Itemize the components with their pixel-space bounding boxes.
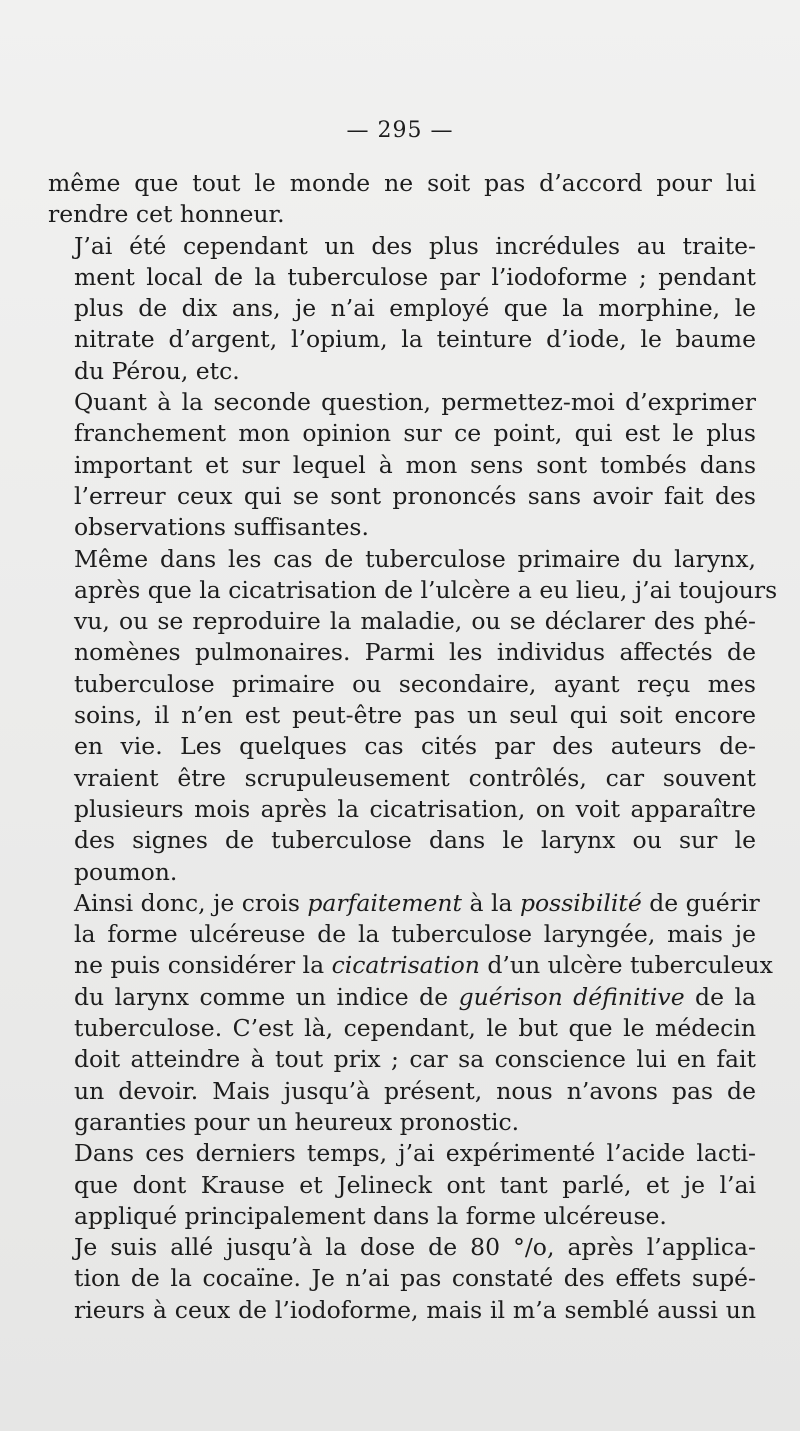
text-line: tion de la cocaïne. Je n’ai pas constaté des effets supé- [74, 1264, 756, 1293]
text-line: poumon. [74, 857, 178, 886]
text-line: l’erreur ceux qui se sont prononcés sans avoir fait des [74, 481, 756, 510]
text-line: doit atteindre à tout prix ; car sa conscience lui en fait [74, 1045, 756, 1074]
emphasis: cicatrisation [331, 951, 480, 980]
emphasis: guérison définitive [458, 982, 685, 1011]
text-line: Je suis allé jusqu’à la dose de 80 °/o, après l’applica- [74, 1233, 756, 1262]
text-line: Dans ces derniers temps, j’ai expérimenté l’acide lacti- [74, 1139, 756, 1168]
text-line: la forme ulcéreuse de la tuberculose laryngée, mais je [74, 920, 756, 949]
paragraph [48, 1232, 756, 1326]
text-line: appliqué principalement dans la forme ulcéreuse. [74, 1201, 667, 1230]
paragraph [48, 544, 778, 888]
text-line: rieurs à ceux de l’iodoforme, mais il m’a semblé aussi un [74, 1295, 756, 1324]
text-line: soins, il n’en est peut-être pas un seul qui soit encore [74, 701, 756, 730]
text-line: des signes de tuberculose dans le larynx ou sur le [74, 826, 756, 855]
text-line: tuberculose. C’est là, cependant, le but que le médecin [74, 1014, 756, 1043]
text-line: Même dans les cas de tuberculose primaire du larynx, [74, 544, 756, 573]
text-line: que dont Krause et Jelineck ont tant parlé, et je l’ai [74, 1170, 756, 1199]
text-line: du Pérou, etc. [74, 356, 240, 385]
text-line: nomènes pulmonaires. Parmi les individus affectés de [74, 638, 756, 667]
paragraph [48, 231, 756, 387]
body-text [48, 168, 778, 1326]
paragraph [48, 168, 756, 231]
text-line: Quant à la seconde question, permettez-moi d’exprimer [74, 388, 756, 417]
text-line: franchement mon opinion sur ce point, qui est le plus [74, 419, 756, 448]
paragraph [48, 888, 773, 1138]
text-line: du larynx comme un indice de guérison définitive de la [74, 982, 756, 1011]
paragraph [48, 387, 756, 543]
text-line: J’ai été cependant un des plus incrédules au traite- [74, 231, 756, 260]
text-line: tuberculose primaire ou secondaire, ayant reçu mes [74, 669, 756, 698]
emphasis: parfaitement [307, 888, 462, 917]
page-number: — 295 — [346, 118, 454, 143]
text-line: observations suffisantes. [74, 513, 369, 542]
text-line: ne puis considérer la cicatrisation d’un ulcère tuberculeux [74, 951, 773, 980]
text-line: rendre cet honneur. [48, 200, 285, 229]
text-line: Ainsi donc, je crois parfaitement à la possibilité de guérir [74, 888, 760, 917]
text-line: garanties pour un heureux pronostic. [74, 1107, 520, 1136]
text-line: plus de dix ans, je n’ai employé que la morphine, le [74, 294, 756, 323]
emphasis: possibilité [519, 888, 642, 917]
paragraph [48, 1138, 756, 1232]
text-line: vu, ou se reproduire la maladie, ou se déclarer des phé- [74, 607, 756, 636]
text-line: un devoir. Mais jusqu’à présent, nous n’avons pas de [74, 1076, 756, 1105]
text-line: nitrate d’argent, l’opium, la teinture d’iode, le baume [74, 325, 756, 354]
text-line: ment local de la tuberculose par l’iodoforme ; pendant [74, 262, 756, 291]
text-line: en vie. Les quelques cas cités par des auteurs de- [74, 732, 756, 761]
text-line: vraient être scrupuleusement contrôlés, car souvent [74, 763, 756, 792]
text-line: plusieurs mois après la cicatrisation, on voit apparaître [74, 794, 756, 823]
text-line: important et sur lequel à mon sens sont tombés dans [74, 450, 756, 479]
text-line: même que tout le monde ne soit pas d’accord pour lui [48, 169, 756, 197]
text-line: après que la cicatrisation de l’ulcère a eu lieu, j’ai toujours [74, 575, 778, 604]
